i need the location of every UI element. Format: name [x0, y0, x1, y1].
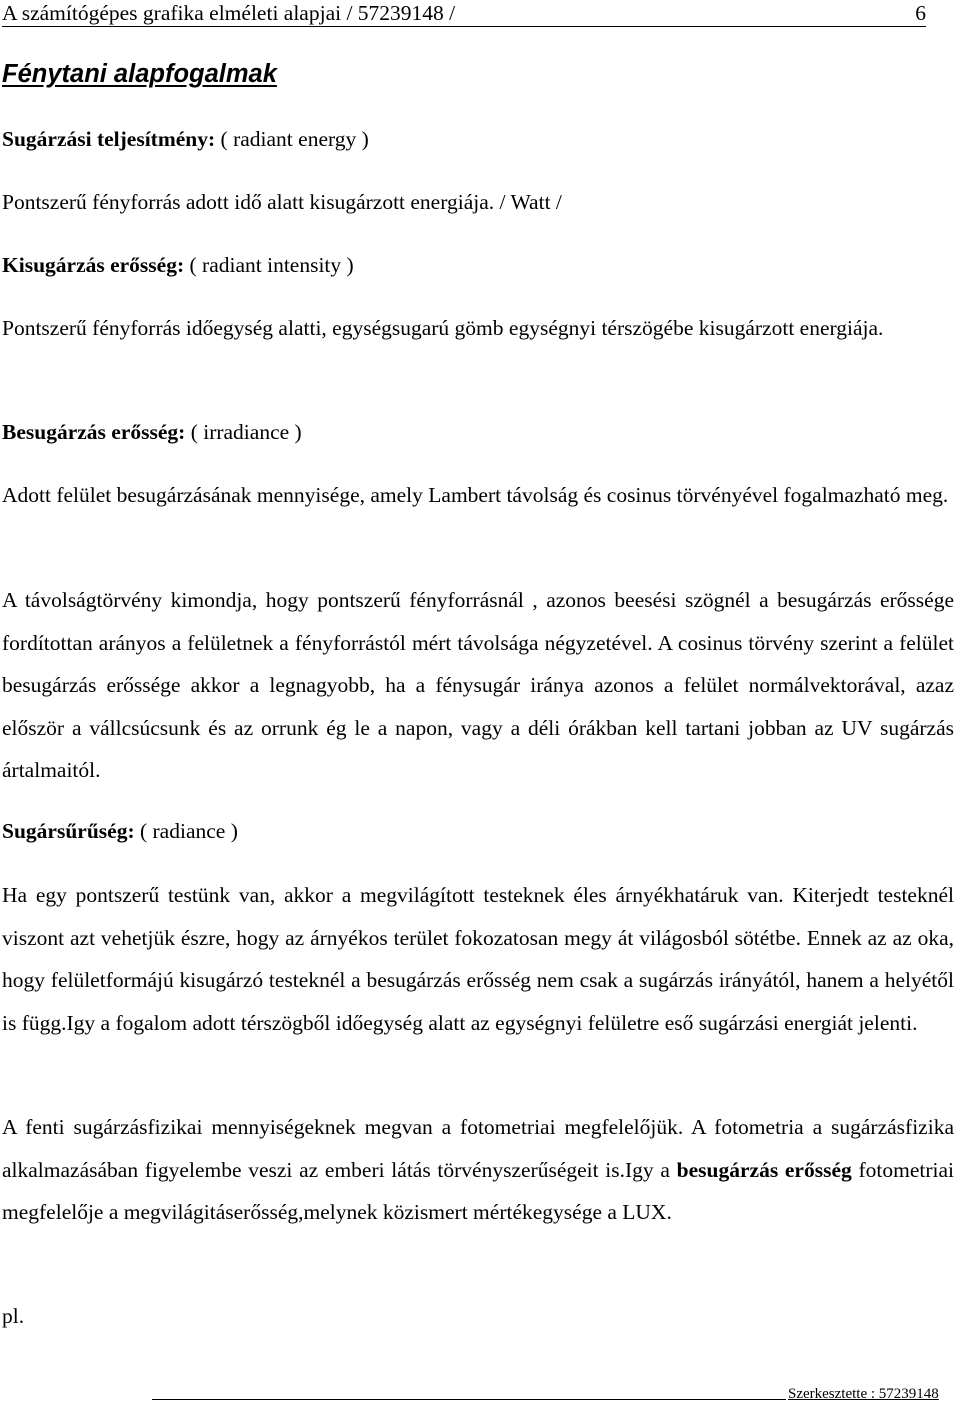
- term-english: ( irradiance ): [185, 420, 302, 444]
- term-label: Besugárzás erősség:: [2, 420, 186, 444]
- footer-rule: [152, 1399, 786, 1400]
- law-paragraph: A távolságtörvény kimondja, hogy pontszerű fényforrásnál , azonos beesési szögnél a besugárzás erőssége fordítottan arányos a felületnek a fényforrástól mért távolsága négyzetével. A cosinus törvény szerint a felület besugárzás erőssége akkor a legnagyobb, ha a fénysugár iránya azonos a felület normálvektorával, azaz először a vállcsúcsunk és az orrunk ég le a napon, vagy a déli órákban kell tartani jobban az UV sugárzás ártalmaitól.: [2, 588, 954, 782]
- desc-radiance: Ha egy pontszerű testünk van, akkor a megvilágított testeknek éles árnyékhatáruk van. Kiterjedt testeknél viszont azt vehetjük észre, hogy az árnyékos terület fokozatosan megy át világosból sötétbe. Ennek az az oka, hogy felületformájú kisugárzó testeknél a besugárzás erősség nem csak a sugárzás irányától, hanem a helyétől is függ.Igy a fogalom adott térszögből időegység alatt az egységnyi felületre eső sugárzási energiát jelenti.: [2, 883, 954, 1035]
- photometry-text-before: A fenti sugárzásfizikai mennyiségeknek megvan a fotometriai megfelelőjük. A fotometria a sugárzásfizika alkalmazásában figyelembe veszi az emberi látás törvényszerűségeit is.Igy a: [2, 1115, 954, 1182]
- term-irradiance: [2, 417, 954, 447]
- term-label: Kisugárzás erősség:: [2, 253, 185, 277]
- term-english: ( radiant intensity ): [184, 253, 354, 277]
- page-header: [2, 0, 926, 27]
- term-radiant-energy: [2, 124, 954, 154]
- term-english: ( radiant energy ): [215, 127, 369, 151]
- section-heading: Fénytani alapfogalmak: [2, 60, 277, 88]
- page-footer: [152, 1384, 958, 1406]
- photometry-bold-term: besugárzás erősség: [676, 1157, 852, 1182]
- photometry-paragraph: [2, 1106, 954, 1234]
- photometry-text-after: fotometriai megfelelője a megvilágitáserősség,melynek közismert mértékegysége a LUX.: [2, 1157, 954, 1224]
- desc-radiant-intensity: Pontszerű fényforrás időegység alatti, egységsugarú gömb egységnyi térszögébe kisugárzott energiája.: [2, 316, 884, 340]
- header-title: A számítógépes grafika elméleti alapjai / 57239148 /: [2, 1, 456, 25]
- term-radiance: [2, 816, 954, 846]
- page-number: 6: [915, 1, 926, 25]
- desc-radiant-energy: Pontszerű fényforrás adott idő alatt kisugárzott energiája. / Watt /: [2, 190, 562, 214]
- desc-irradiance: Adott felület besugárzásának mennyisége, amely Lambert távolság és cosinus törvényével fogalmazható meg.: [2, 483, 949, 507]
- term-radiant-intensity: [2, 250, 954, 280]
- footer-text: Szerkesztette : 57239148: [788, 1386, 939, 1402]
- term-label: Sugársűrűség:: [2, 819, 135, 843]
- term-english: ( radiance ): [134, 819, 238, 843]
- example-label: pl.: [2, 1304, 25, 1328]
- term-label: Sugárzási teljesítmény:: [2, 127, 216, 151]
